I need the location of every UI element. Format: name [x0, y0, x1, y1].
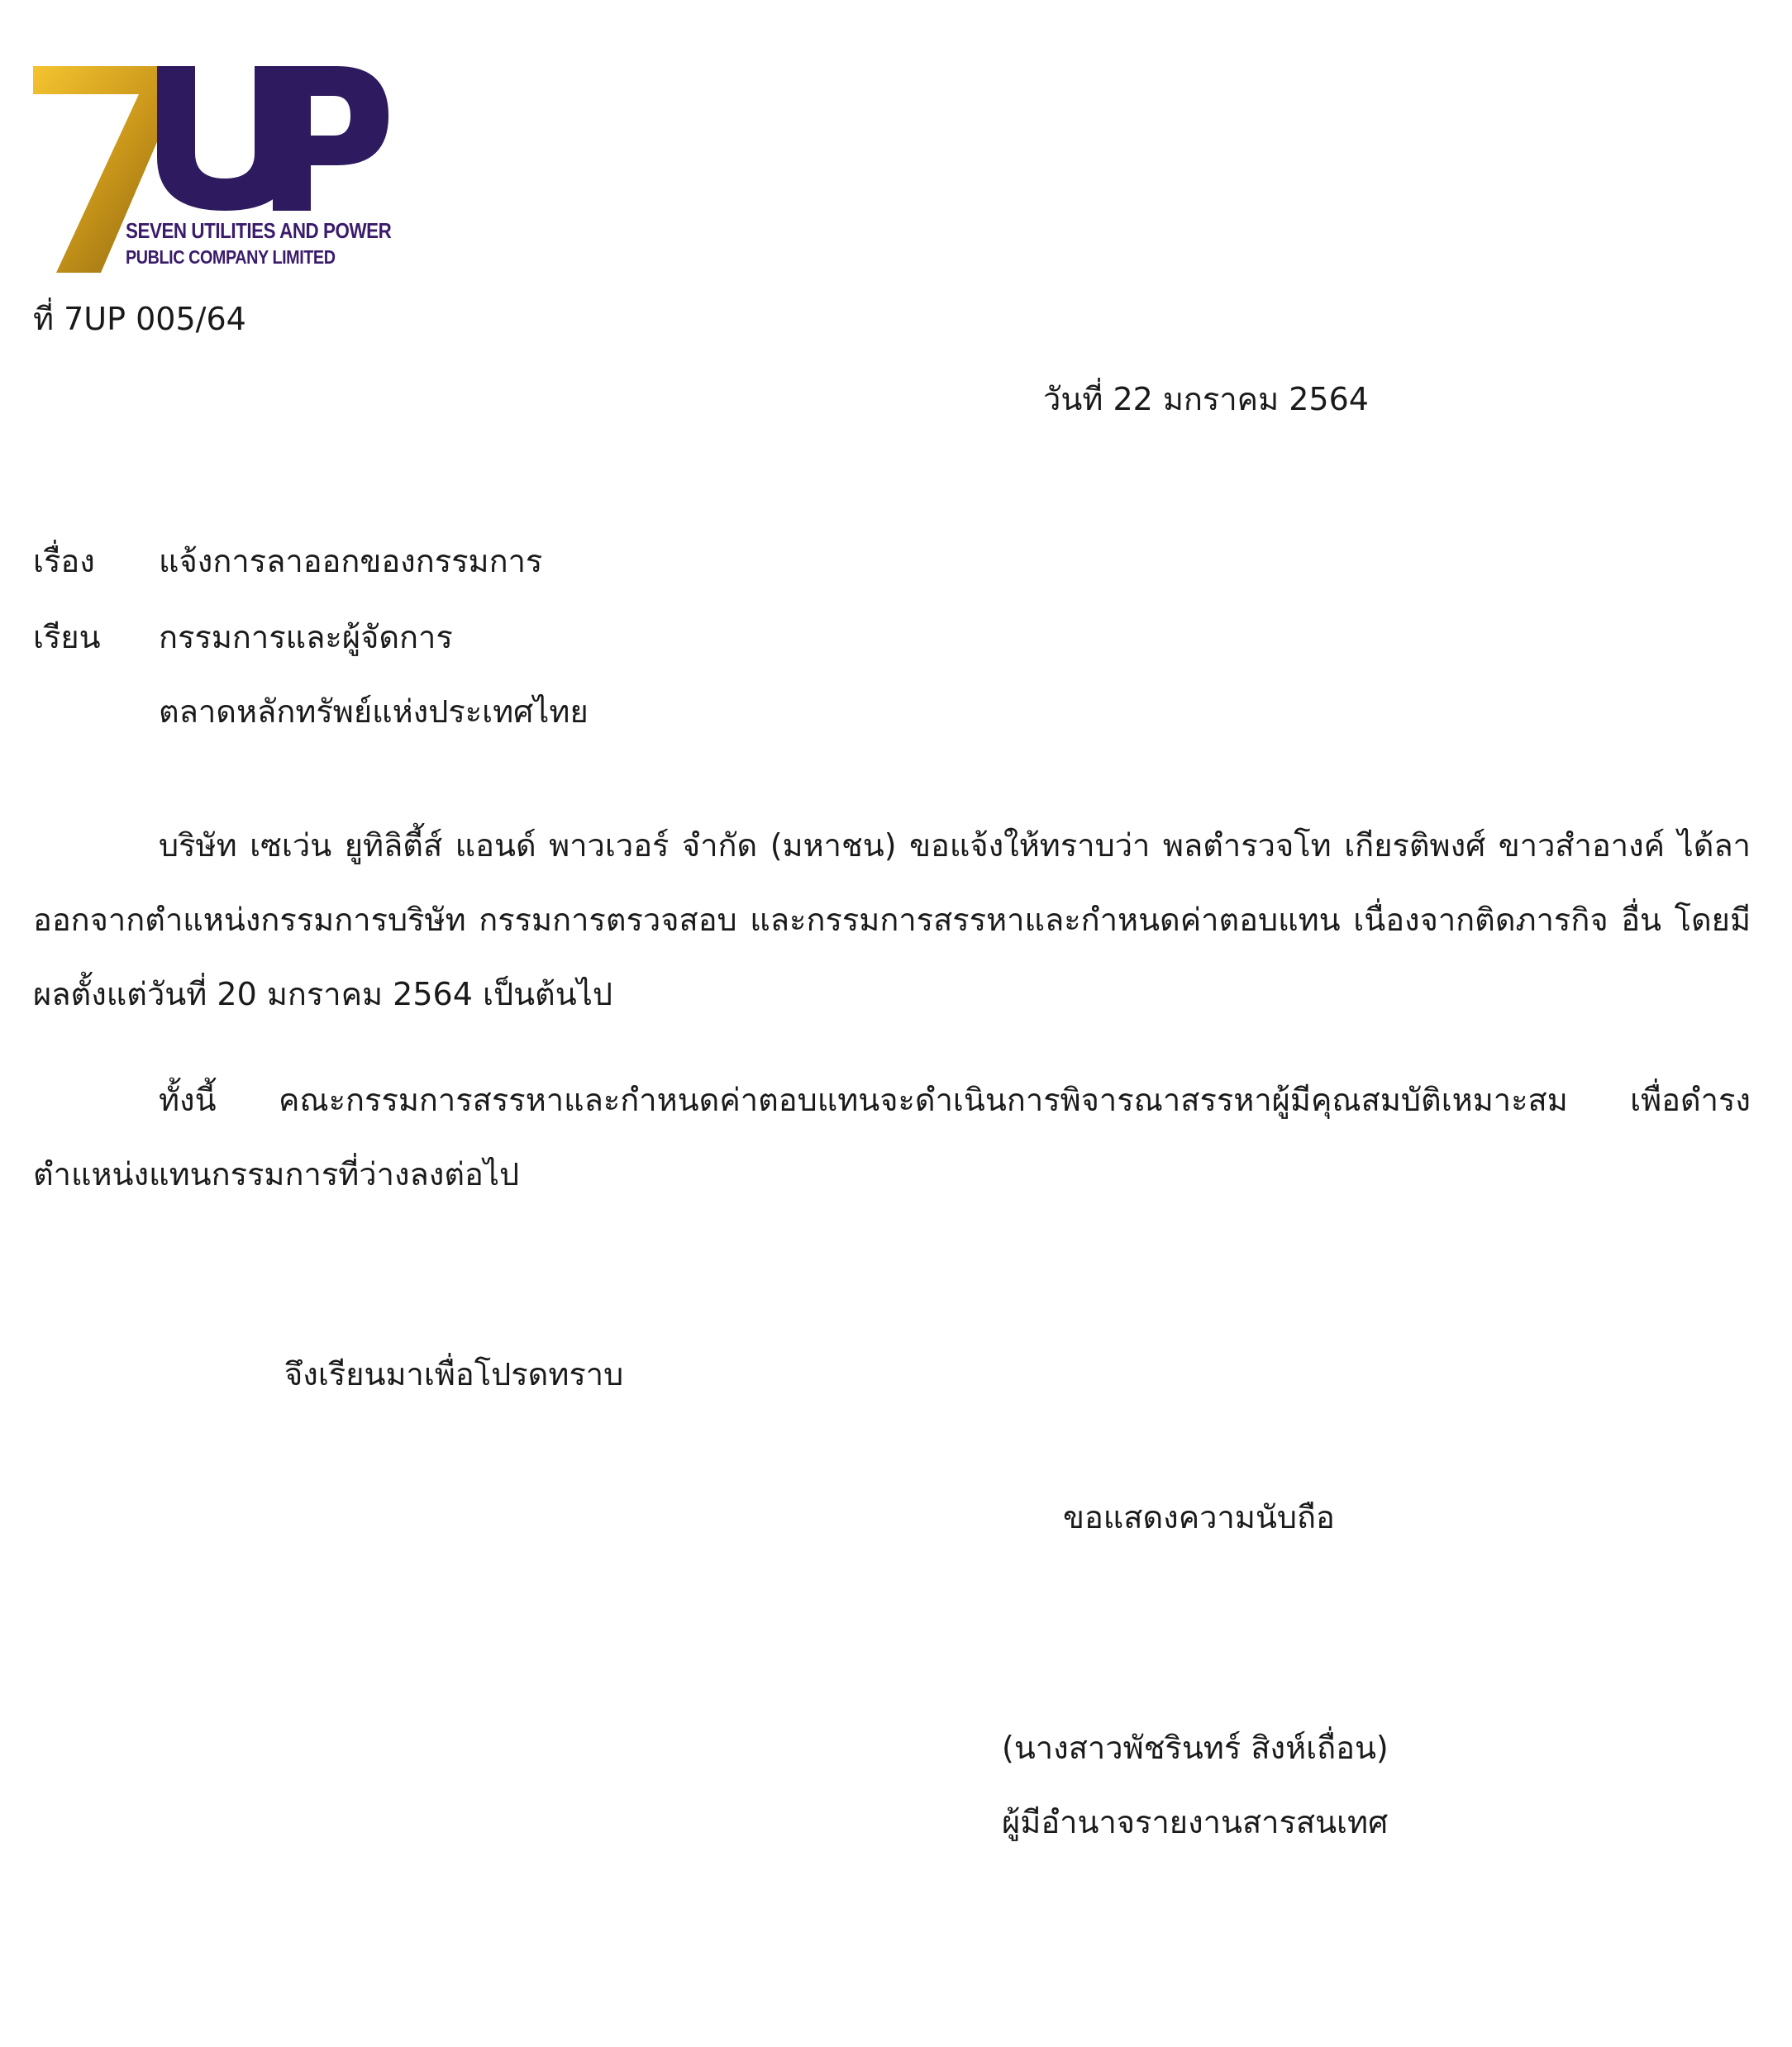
body-paragraph-1: บริษัท เซเว่น ยูทิลิตี้ส์ แอนด์ พาวเวอร์ จำกัด (มหาชน) ขอแจ้งให้ทราบว่า พลตำรวจโท เกียรติพงศ์ ขาวสำอางค์ ได้ลาออกจากตำแหน่งกรรมการบริษัท กรรมการตรวจสอบ และกรรมการสรรหาและกำหนดค่าตอบแทน เนื่องจากติดภารกิจ อื่น โดยมีผลตั้งแต่วันที่ 20 มกราคม 2564 เป็นต้นไป — [33, 827, 1751, 1012]
company-name-line2: PUBLIC COMPANY LIMITED — [126, 246, 336, 268]
subject-value: แจ้งการลาออกของกรรมการ — [159, 543, 543, 579]
recipient-line1: กรรมการและผู้จัดการ — [159, 619, 453, 655]
subject-label: เรื่อง — [33, 543, 95, 579]
company-logo — [33, 66, 392, 273]
body-paragraph-2: ทั้งนี้ คณะกรรมการสรรหาและกำหนดค่าตอบแทนจะดำเนินการพิจารณาสรรหาผู้มีคุณสมบัติเหมาะสม เพื่อดำรง ตำแหน่งแทนกรรมการที่ว่างลงต่อไป — [33, 1082, 1751, 1192]
closing-regards: ขอแสดงความนับถือ — [1063, 1499, 1335, 1535]
recipient-line2: ตลาดหลักทรัพย์แห่งประเทศไทย — [159, 693, 589, 730]
letter-date: วันที่ 22 มกราคม 2564 — [1043, 381, 1369, 417]
signatory-title: ผู้มีอำนาจรายงานสารสนเทศ — [1002, 1804, 1389, 1840]
reference-number: ที่ 7UP 005/64 — [33, 301, 246, 337]
company-name-line1: SEVEN UTILITIES AND POWER — [126, 218, 392, 243]
signatory-name: (นางสาวพัชรินทร์ สิงห์เถื่อน) — [1002, 1730, 1389, 1766]
recipient-label: เรียน — [33, 619, 101, 655]
closing-notice: จึงเรียนมาเพื่อโปรดทราบ — [284, 1356, 624, 1392]
